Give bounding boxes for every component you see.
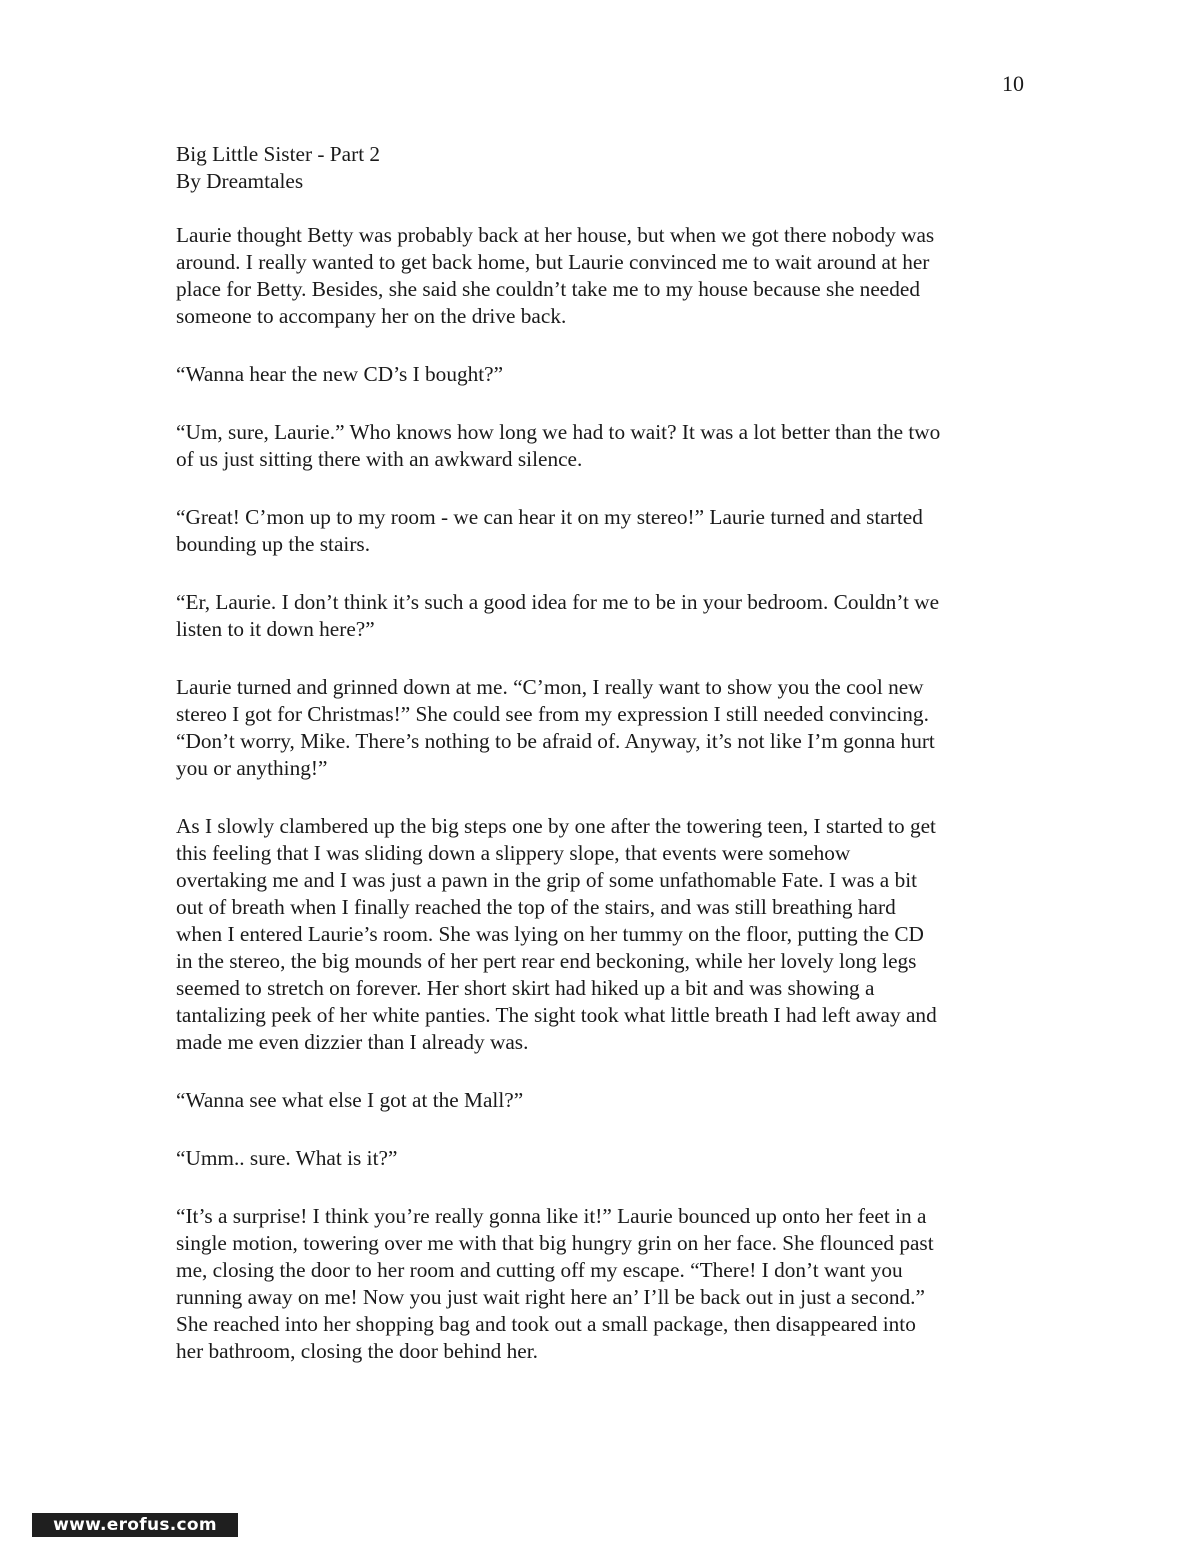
paragraph-line: this feeling that I was sliding down a slippery slope, that events were somehow (176, 841, 851, 865)
paragraph (176, 504, 1036, 558)
paragraph (176, 419, 1036, 473)
paragraph (176, 589, 1036, 643)
paragraph-line: “Wanna hear the new CD’s I bought?” (176, 362, 504, 386)
paragraph-line: of us just sitting there with an awkward silence. (176, 447, 583, 471)
paragraph-line: around. I really wanted to get back home, but Laurie convinced me to wait around at her (176, 250, 930, 274)
paragraph-line: single motion, towering over me with that big hungry grin on her face. She flounced past (176, 1231, 934, 1255)
paragraph (176, 674, 1036, 782)
paragraph-line: out of breath when I finally reached the top of the stairs, and was still breathing hard (176, 895, 896, 919)
paragraph-line: “It’s a surprise! I think you’re really gonna like it!” Laurie bounced up onto her feet in a (176, 1204, 927, 1228)
page-number: 10 (1002, 71, 1024, 96)
paragraph (176, 813, 1036, 1056)
paragraph (176, 1087, 1036, 1114)
paragraph (176, 361, 1036, 388)
paragraph-line: “Umm.. sure. What is it?” (176, 1146, 398, 1170)
paragraph-line: overtaking me and I was just a pawn in the grip of some unfathomable Fate. I was a bit (176, 868, 918, 892)
paragraph (176, 222, 1036, 330)
story-title: Big Little Sister - Part 2 (176, 142, 381, 166)
paragraph-line: tantalizing peek of her white panties. The sight took what little breath I had left away and (176, 1003, 937, 1027)
paragraph-line: running away on me! Now you just wait right here an’ I’ll be back out in just a second.” (176, 1285, 925, 1309)
paragraph-line: bounding up the stairs. (176, 532, 371, 556)
watermark-logo: www.erofus.com (32, 1513, 238, 1537)
paragraph-line: when I entered Laurie’s room. She was lying on her tummy on the floor, putting the CD (176, 922, 924, 946)
paragraph-line: made me even dizzier than I already was. (176, 1030, 529, 1054)
paragraph-line: Laurie turned and grinned down at me. “C’mon, I really want to show you the cool new (176, 675, 924, 699)
paragraph-line: someone to accompany her on the drive back. (176, 304, 567, 328)
paragraph-line: me, closing the door to her room and cutting off my escape. “There! I don’t want you (176, 1258, 903, 1282)
paragraph-line: She reached into her shopping bag and took out a small package, then disappeared into (176, 1312, 916, 1336)
paragraph-line: “Don’t worry, Mike. There’s nothing to be afraid of. Anyway, it’s not like I’m gonna hurt (176, 729, 935, 753)
document-body (176, 141, 1036, 1396)
paragraph-line: “Er, Laurie. I don’t think it’s such a good idea for me to be in your bedroom. Couldn’t we (176, 590, 940, 614)
paragraph-line: “Um, sure, Laurie.” Who knows how long we had to wait? It was a lot better than the two (176, 420, 941, 444)
paragraph-line: Laurie thought Betty was probably back at her house, but when we got there nobody was (176, 223, 935, 247)
paragraph-line: “Wanna see what else I got at the Mall?” (176, 1088, 524, 1112)
document-heading (176, 141, 1036, 195)
paragraph-line: her bathroom, closing the door behind her. (176, 1339, 538, 1363)
story-byline: By Dreamtales (176, 169, 304, 193)
paragraph-line: stereo I got for Christmas!” She could see from my expression I still needed convincing. (176, 702, 929, 726)
paragraph-line: listen to it down here?” (176, 617, 375, 641)
paragraph (176, 1145, 1036, 1172)
story-paragraphs (176, 222, 1036, 1365)
paragraph-line: in the stereo, the big mounds of her pert rear end beckoning, while her lovely long legs (176, 949, 917, 973)
paragraph-line: you or anything!” (176, 756, 328, 780)
paragraph-line: As I slowly clambered up the big steps one by one after the towering teen, I started to get (176, 814, 936, 838)
paragraph-line: “Great! C’mon up to my room - we can hear it on my stereo!” Laurie turned and started (176, 505, 923, 529)
paragraph (176, 1203, 1036, 1365)
paragraph-line: place for Betty. Besides, she said she couldn’t take me to my house because she needed (176, 277, 920, 301)
paragraph-line: seemed to stretch on forever. Her short skirt had hiked up a bit and was showing a (176, 976, 875, 1000)
